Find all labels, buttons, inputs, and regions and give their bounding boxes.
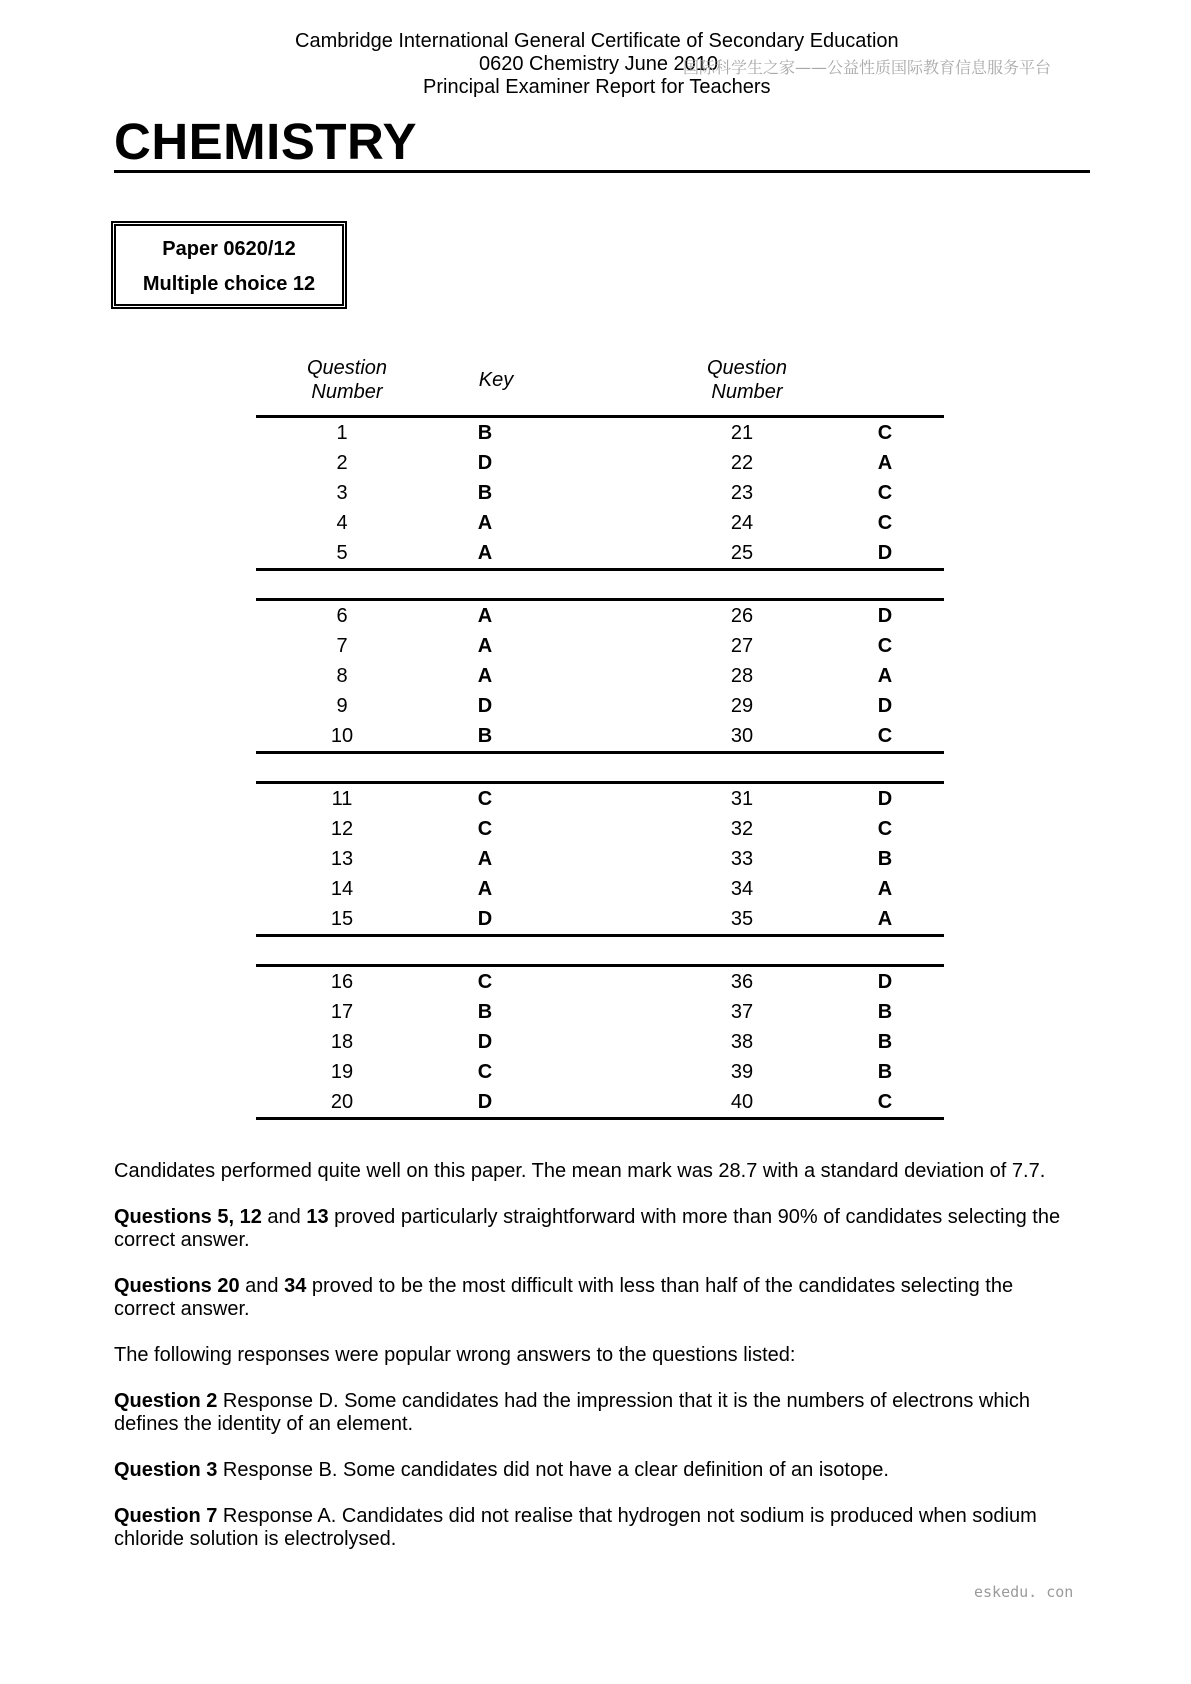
question-7-label: Question 7 bbox=[114, 1505, 218, 1527]
question-number-cell: 1 bbox=[336, 422, 348, 444]
question-number-cell: 37 bbox=[730, 1001, 754, 1023]
question-number-cell: 3 bbox=[336, 482, 348, 504]
answer-key-cell: D bbox=[877, 695, 893, 717]
answer-key-cell: D bbox=[877, 605, 893, 627]
question-7-text: Response A. Candidates did not realise that hydrogen not sodium is produced when sodium chloride solution is electrolysed. bbox=[114, 1505, 1037, 1550]
question-number-cell: 15 bbox=[330, 908, 354, 930]
answer-key-cell: A bbox=[477, 605, 493, 627]
report-easy-questions bbox=[114, 1206, 1074, 1252]
question-2-text: Response D. Some candidates had the impression that it is the numbers of electrons which defines the identity of an element. bbox=[114, 1390, 1031, 1435]
answer-key-cell: B bbox=[877, 1031, 893, 1053]
paper-code: Paper 0620/12 bbox=[162, 238, 296, 260]
question-number-cell: 9 bbox=[336, 695, 348, 717]
group-bottom-rule bbox=[256, 751, 944, 754]
question-number-cell: 28 bbox=[730, 665, 754, 687]
paper-type: Multiple choice 12 bbox=[142, 273, 316, 295]
answer-key-cell: D bbox=[877, 542, 893, 564]
easy-questions-bold-1: Questions 5, 12 bbox=[114, 1206, 262, 1228]
answer-key-cell: A bbox=[477, 878, 493, 900]
difficult-questions-text-1: and bbox=[239, 1275, 285, 1297]
question-3-label: Question 3 bbox=[114, 1459, 218, 1481]
question-number-cell: 22 bbox=[730, 452, 754, 474]
page-title: CHEMISTRY bbox=[114, 113, 417, 170]
easy-questions-text-1: and bbox=[261, 1206, 307, 1228]
question-number-cell: 8 bbox=[336, 665, 348, 687]
answer-key-cell: D bbox=[477, 1091, 493, 1113]
answer-key-cell: A bbox=[477, 635, 493, 657]
question-number-cell: 27 bbox=[730, 635, 754, 657]
answer-key-cell: D bbox=[477, 695, 493, 717]
header-line-1: Cambridge International General Certificate of Secondary Education bbox=[295, 30, 899, 52]
question-number-cell: 2 bbox=[336, 452, 348, 474]
answer-key-cell: A bbox=[477, 848, 493, 870]
answer-key-cell: B bbox=[877, 848, 893, 870]
question-number-cell: 19 bbox=[330, 1061, 354, 1083]
question-number-cell: 26 bbox=[730, 605, 754, 627]
answer-key-cell: D bbox=[877, 971, 893, 993]
group-bottom-rule bbox=[256, 934, 944, 937]
question-number-cell: 18 bbox=[330, 1031, 354, 1053]
question-number-cell: 25 bbox=[730, 542, 754, 564]
report-question-3 bbox=[114, 1459, 1074, 1482]
answer-key-cell: C bbox=[877, 635, 893, 657]
answer-key-cell: A bbox=[477, 665, 493, 687]
question-3-text: Response B. Some candidates did not have a clear definition of an isotope. bbox=[217, 1459, 889, 1481]
answer-key-cell: C bbox=[477, 788, 493, 810]
question-number-cell: 5 bbox=[336, 542, 348, 564]
answer-key-cell: B bbox=[477, 422, 493, 444]
group-bottom-rule bbox=[256, 568, 944, 571]
question-number-cell: 36 bbox=[730, 971, 754, 993]
difficult-questions-text-2: proved to be the most difficult with less than half of the candidates selecting the correct answer. bbox=[114, 1275, 1014, 1320]
easy-questions-text-2: proved particularly straightforward with more than 90% of candidates selecting the correct answer. bbox=[114, 1206, 1061, 1251]
paper-box bbox=[111, 221, 347, 309]
answer-key-cell: A bbox=[877, 665, 893, 687]
answer-key-cell: C bbox=[877, 482, 893, 504]
report-question-2 bbox=[114, 1390, 1074, 1436]
answer-key-cell: D bbox=[477, 452, 493, 474]
report-summary: Candidates performed quite well on this paper. The mean mark was 28.7 with a standard deviation of 7.7. bbox=[114, 1160, 1046, 1182]
answer-key-cell: B bbox=[477, 725, 493, 747]
question-number-cell: 16 bbox=[330, 971, 354, 993]
report-question-7 bbox=[114, 1505, 1074, 1551]
question-number-cell: 17 bbox=[330, 1001, 354, 1023]
question-number-cell: 39 bbox=[730, 1061, 754, 1083]
title-rule bbox=[114, 170, 1090, 173]
answer-key-cell: A bbox=[477, 542, 493, 564]
answer-key-cell: A bbox=[477, 512, 493, 534]
report-wrong-answers-intro: The following responses were popular wrong answers to the questions listed: bbox=[114, 1344, 796, 1366]
answer-key-cell: C bbox=[877, 725, 893, 747]
question-number-cell: 34 bbox=[730, 878, 754, 900]
footer-site-mark: eskedu. con bbox=[974, 1583, 1074, 1601]
answer-key-cell: B bbox=[477, 482, 493, 504]
question-number-cell: 6 bbox=[336, 605, 348, 627]
answer-key-cell: C bbox=[477, 1061, 493, 1083]
question-number-cell: 20 bbox=[330, 1091, 354, 1113]
answer-key-cell: A bbox=[877, 908, 893, 930]
answer-key-cell: B bbox=[477, 1001, 493, 1023]
question-number-cell: 38 bbox=[730, 1031, 754, 1053]
answer-key-cell: B bbox=[877, 1061, 893, 1083]
answer-key-cell: B bbox=[877, 1001, 893, 1023]
question-number-cell: 40 bbox=[730, 1091, 754, 1113]
question-number-cell: 29 bbox=[730, 695, 754, 717]
question-number-cell: 13 bbox=[330, 848, 354, 870]
answer-key-cell: C bbox=[877, 818, 893, 840]
question-number-cell: 11 bbox=[331, 788, 353, 810]
question-number-cell: 10 bbox=[330, 725, 354, 747]
question-number-cell: 23 bbox=[730, 482, 754, 504]
header-question-number: Question Number bbox=[306, 357, 388, 403]
question-number-cell: 4 bbox=[336, 512, 348, 534]
difficult-questions-bold-2: 34 bbox=[284, 1275, 307, 1297]
report-difficult-questions bbox=[114, 1275, 1074, 1321]
question-2-label: Question 2 bbox=[114, 1390, 218, 1412]
header-key: Key bbox=[478, 369, 514, 391]
header-question-number-2: Question Number bbox=[706, 357, 788, 403]
difficult-questions-bold-1: Questions 20 bbox=[114, 1275, 240, 1297]
question-number-cell: 31 bbox=[730, 788, 754, 810]
answer-key-cell: C bbox=[877, 1091, 893, 1113]
answer-key-cell: C bbox=[477, 971, 493, 993]
header-line-3: Principal Examiner Report for Teachers bbox=[423, 76, 771, 98]
group-bottom-rule bbox=[256, 1117, 944, 1120]
question-number-cell: 12 bbox=[330, 818, 354, 840]
question-number-cell: 24 bbox=[730, 512, 754, 534]
question-number-cell: 21 bbox=[730, 422, 754, 444]
answer-key-cell: A bbox=[877, 452, 893, 474]
answer-key-cell: C bbox=[877, 512, 893, 534]
answer-key-cell: D bbox=[877, 788, 893, 810]
question-number-cell: 32 bbox=[730, 818, 754, 840]
question-number-cell: 7 bbox=[336, 635, 348, 657]
question-number-cell: 33 bbox=[730, 848, 754, 870]
question-number-cell: 30 bbox=[730, 725, 754, 747]
answer-key-cell: D bbox=[477, 1031, 493, 1053]
header-line-2: 0620 Chemistry June 2010 bbox=[479, 53, 719, 75]
question-number-cell: 14 bbox=[330, 878, 354, 900]
answer-key-cell: A bbox=[877, 878, 893, 900]
question-number-cell: 35 bbox=[730, 908, 754, 930]
watermark: 国际科学生之家——公益性质国际教育信息服务平台 bbox=[683, 58, 1052, 77]
answer-key-cell: C bbox=[877, 422, 893, 444]
easy-questions-bold-2: 13 bbox=[306, 1206, 329, 1228]
answer-key-cell: D bbox=[477, 908, 493, 930]
answer-key-cell: C bbox=[477, 818, 493, 840]
